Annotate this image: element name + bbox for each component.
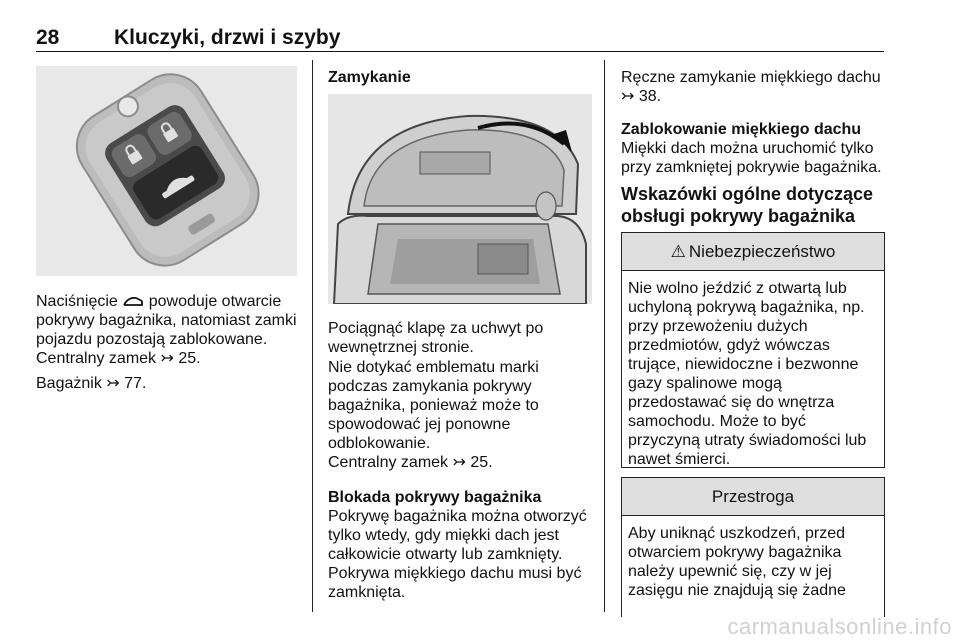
warning-triangle-icon: ⚠ bbox=[670, 241, 686, 261]
chapter-title: Kluczyki, drzwi i szyby bbox=[114, 26, 341, 49]
ref-page: 38. bbox=[638, 88, 662, 105]
page-ref-icon: ↣ bbox=[106, 375, 120, 392]
danger-box-header bbox=[622, 233, 884, 271]
watermark: carmanualsonline.info bbox=[727, 614, 952, 639]
trunk-closing-figure bbox=[328, 94, 592, 304]
page-number: 28 bbox=[36, 26, 60, 49]
trunk-closing-illustration bbox=[328, 94, 592, 304]
closing-paragraph-1: Pociągnąć klapę za uchwyt po wewnętrznej stronie. bbox=[328, 320, 544, 356]
danger-title: Niebezpieczeństwo bbox=[688, 241, 836, 261]
caution-box bbox=[621, 477, 885, 617]
ref-page: 25. bbox=[178, 350, 201, 367]
closing-paragraph-2: Nie dotykać emblematu marki podczas zamykania pokrywy bagażnika, ponieważ może to spowodować jej ponowne odblokowanie. bbox=[328, 359, 539, 452]
ref-central-lock-2 bbox=[328, 453, 592, 472]
page-ref-icon: ↣ bbox=[452, 454, 466, 471]
column-divider bbox=[312, 60, 313, 612]
trunk-lock-paragraph: Pokrywę bagażnika można otworzyć tylko wtedy, gdy miękki dach jest całkowicie otwarty lub zamknięty. Pokrywa miękkiego dachu musi być zamknięta. bbox=[328, 508, 587, 601]
section-heading-general-notes: Wskazówki ogólne dotyczące obsługi pokrywy bagażnika bbox=[621, 184, 874, 226]
manual-close-ref bbox=[621, 68, 889, 106]
danger-text: Nie wolno jeździć z otwartą lub uchyloną pokrywą bagażnika, np. przy przewożeniu dużych przedmiotów, gdyż wówczas trujące, niewidoczne i bezwonne gazy spalinowe mogą przedostawać się do wnętrza samochodu. Może to być przyczyną utraty świadomości lub nawet śmierci. bbox=[628, 280, 867, 468]
ref-page: 77. bbox=[124, 375, 147, 392]
key-fob-figure bbox=[36, 66, 297, 276]
caption-text-start: Naciśnięcie bbox=[36, 293, 118, 310]
subheading-trunk-lock: Blokada pokrywy bagażnika bbox=[328, 489, 542, 506]
softtop-lock-paragraph: Miękki dach można uruchomić tylko przy zamkniętej pokrywie bagażnika. bbox=[621, 140, 882, 176]
section-heading-closing: Zamykanie bbox=[328, 69, 411, 86]
ref-central-lock bbox=[36, 349, 300, 368]
caution-text: Aby uniknąć uszkodzeń, przed otwarciem pokrywy bagażnika należy upewnić się, czy w jej zasięgu nie znajdują się żadne bbox=[628, 525, 846, 599]
key-fob-illustration bbox=[36, 66, 297, 276]
column-divider bbox=[604, 60, 605, 612]
page-ref-icon: ↣ bbox=[621, 88, 635, 105]
manual-close-text: Ręczne zamykanie miękkiego dachu bbox=[621, 69, 881, 86]
caution-title: Przestroga bbox=[711, 486, 795, 506]
caution-box-header bbox=[622, 478, 884, 516]
ref-label: Centralny zamek bbox=[328, 454, 449, 471]
ref-label: Bagażnik bbox=[36, 375, 102, 392]
key-fob-caption bbox=[36, 292, 300, 349]
ref-trunk bbox=[36, 374, 300, 393]
page-ref-icon: ↣ bbox=[160, 350, 174, 367]
trunk-open-icon bbox=[122, 295, 144, 309]
danger-box bbox=[621, 232, 885, 468]
ref-label: Centralny zamek bbox=[36, 350, 157, 367]
subheading-softtop-lock: Zablokowanie miękkiego dachu bbox=[621, 121, 862, 138]
page-header bbox=[36, 26, 884, 52]
caption-text-end: powoduje otwarcie pokrywy bagażnika, natomiast zamki pojazdu pozostają zablokowane. bbox=[36, 293, 297, 348]
ref-page: 25. bbox=[470, 454, 493, 471]
